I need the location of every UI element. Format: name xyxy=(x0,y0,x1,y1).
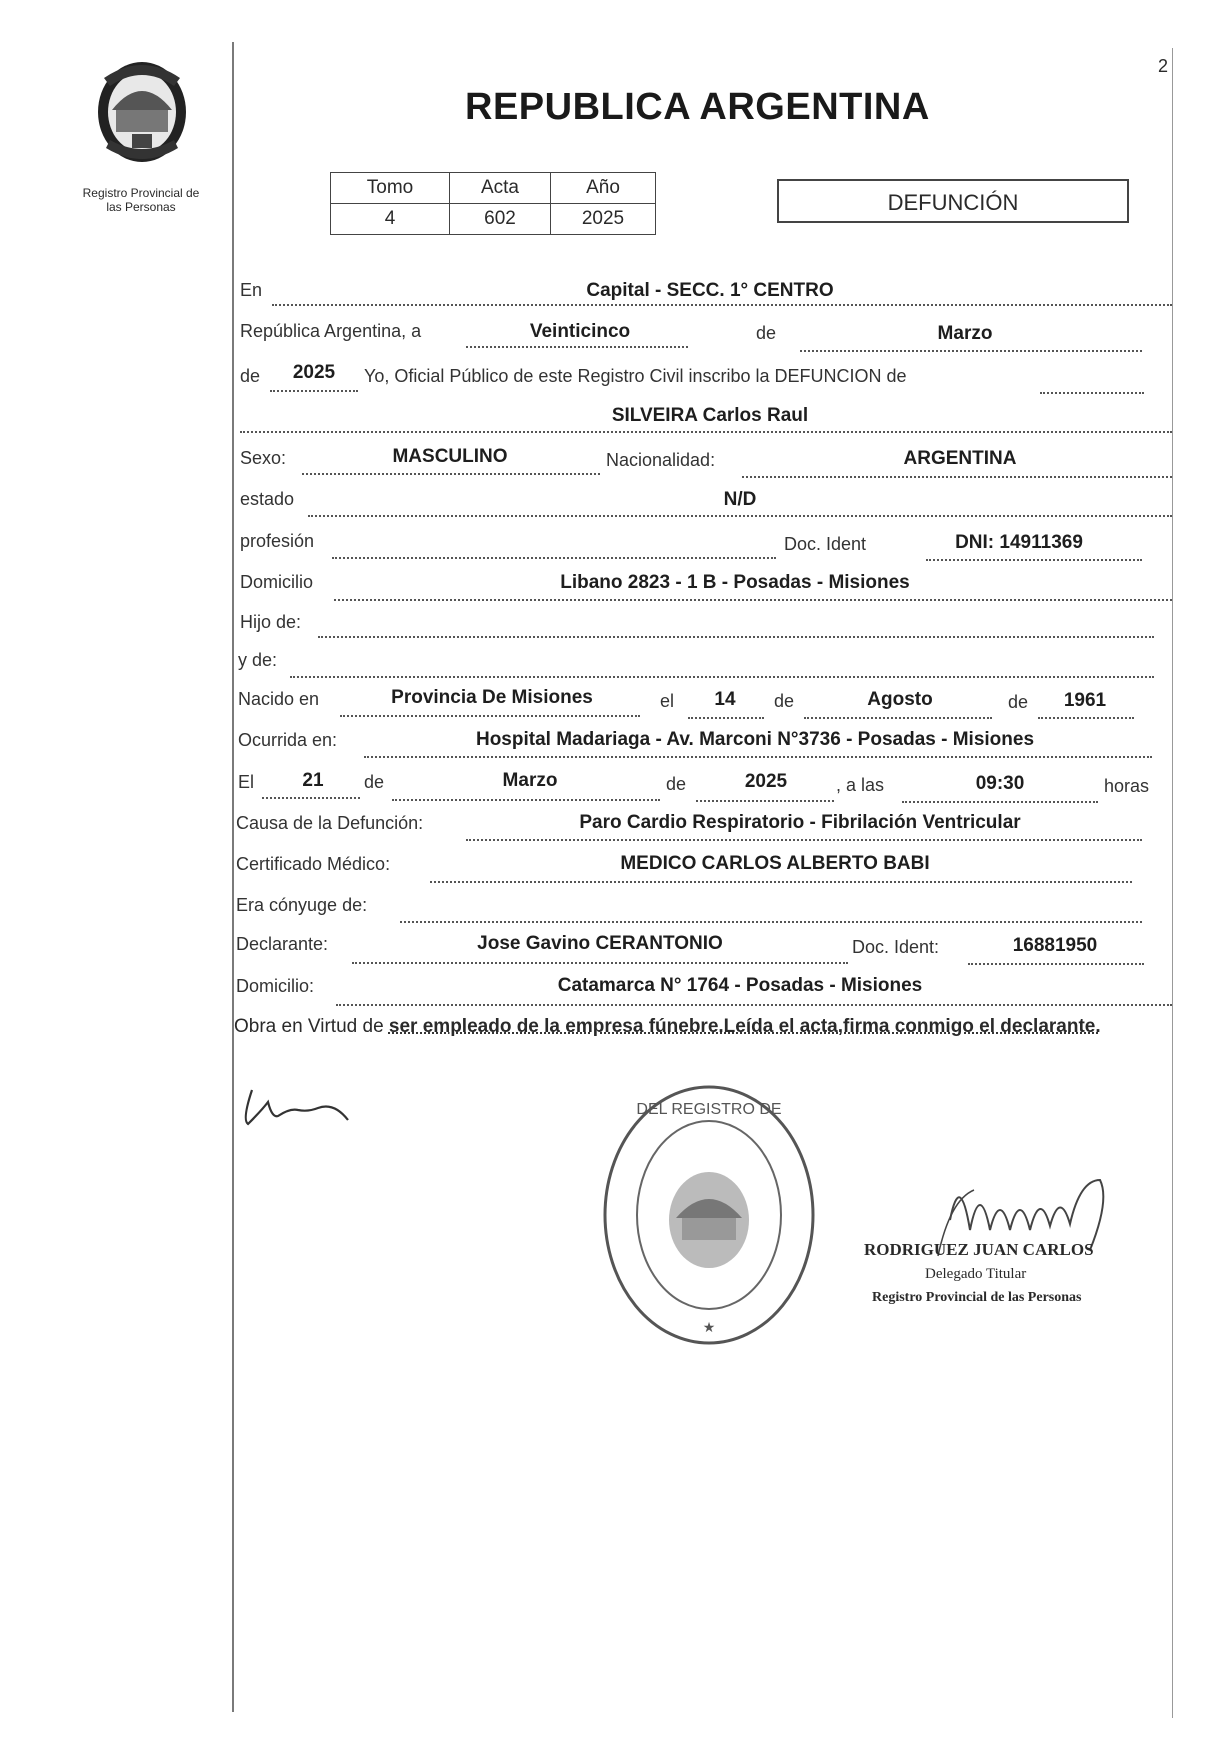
declarante-label: Declarante: xyxy=(236,934,329,954)
yde-label: y de: xyxy=(238,650,278,670)
ocurrida-value: Hospital Madariaga - Av. Marconi N°3736 - Posadas - Misiones xyxy=(475,729,1035,750)
conyuge-label: Era cónyuge de: xyxy=(236,895,368,915)
domicilio2-value: Catamarca N° 1764 - Posadas - Misiones xyxy=(557,975,923,996)
dotted-line xyxy=(302,473,600,475)
certificado-label: Certificado Médico: xyxy=(236,854,391,874)
acta-header: Acta xyxy=(450,173,551,204)
nac-mes: Agosto xyxy=(867,689,933,710)
sexo-label: Sexo: xyxy=(240,448,287,468)
doc2-label: Doc. Ident: xyxy=(852,937,940,957)
de-label: de xyxy=(774,691,795,711)
doc-value: DNI: 14911369 xyxy=(955,532,1083,553)
dotted-line xyxy=(332,557,776,559)
tomo-header: Tomo xyxy=(331,173,450,204)
official-name: RODRIGUEZ JUAN CARLOS xyxy=(864,1240,1094,1259)
dotted-line xyxy=(240,431,1172,433)
dotted-line xyxy=(696,800,834,802)
dotted-line xyxy=(926,559,1142,561)
page-title: REPUBLICA ARGENTINA xyxy=(465,86,930,128)
def-dia: 21 xyxy=(302,770,324,791)
anio-value: 2025 xyxy=(551,204,656,235)
domicilio2-label: Domicilio: xyxy=(236,976,315,996)
de-label: de xyxy=(756,323,777,343)
doc-label: Doc. Ident xyxy=(784,534,867,554)
dotted-line xyxy=(364,756,1152,758)
dotted-line xyxy=(800,350,1142,352)
declarante-value: Jose Gavino CERANTONIO xyxy=(477,933,723,954)
dotted-line xyxy=(466,839,1142,841)
dotted-line xyxy=(290,676,1154,678)
mes-texto: Marzo xyxy=(937,323,993,344)
dotted-line xyxy=(804,717,992,719)
page-number: 2 xyxy=(1158,56,1169,76)
logo-caption: Registro Provincial de las Personas xyxy=(82,186,200,214)
def-mes: Marzo xyxy=(502,770,558,791)
el-label: El xyxy=(238,772,255,792)
dotted-line xyxy=(902,801,1098,803)
causa-value: Paro Cardio Respiratorio - Fibrilación Ventricular xyxy=(579,812,1021,833)
declarante-signature xyxy=(238,1080,368,1130)
tomo-value: 4 xyxy=(331,204,450,235)
anio-header: Año xyxy=(551,173,656,204)
official-role: Delegado Titular xyxy=(925,1266,1027,1282)
record-table xyxy=(330,172,656,235)
dotted-line xyxy=(688,717,764,719)
profesion-label: profesión xyxy=(240,531,315,551)
republica-label: República Argentina, a xyxy=(240,321,422,341)
de-label: de xyxy=(666,774,687,794)
dotted-line xyxy=(1038,717,1134,719)
de-label: de xyxy=(240,366,261,386)
dotted-line xyxy=(340,715,640,717)
right-margin-line xyxy=(1172,48,1173,1718)
def-hora: 09:30 xyxy=(975,773,1025,794)
acta-value: 602 xyxy=(450,204,551,235)
nac-anio: 1961 xyxy=(1063,690,1107,711)
dotted-line xyxy=(742,476,1172,478)
certificado-value: MEDICO CARLOS ALBERTO BABI xyxy=(620,853,930,874)
nombre-difunto: SILVEIRA Carlos Raul xyxy=(611,405,809,426)
causa-label: Causa de la Defunción: xyxy=(236,813,424,833)
dotted-line xyxy=(336,1004,1172,1006)
nacido-lugar: Provincia De Misiones xyxy=(391,687,593,708)
official-organization: Registro Provincial de las Personas xyxy=(872,1290,1082,1305)
dotted-line xyxy=(968,963,1144,965)
obra-label: Obra en Virtud de xyxy=(234,1016,384,1037)
alas-label: , a las xyxy=(836,775,885,795)
dotted-line xyxy=(430,881,1132,883)
domicilio-label: Domicilio xyxy=(240,572,314,592)
dotted-line xyxy=(334,599,1172,601)
en-label: En xyxy=(240,280,263,300)
estado-label: estado xyxy=(240,489,295,509)
province-seal-logo xyxy=(84,52,200,168)
svg-text:DEL REGISTRO DE: DEL REGISTRO DE xyxy=(636,1101,782,1118)
de-label: de xyxy=(1008,692,1029,712)
hijo-label: Hijo de: xyxy=(240,612,302,632)
nacionalidad-label: Nacionalidad: xyxy=(606,450,716,470)
obra-paragraph xyxy=(234,1013,1166,1041)
dotted-line xyxy=(1040,392,1144,394)
official-stamp xyxy=(598,1080,820,1350)
ocurrida-label: Ocurrida en: xyxy=(238,730,338,750)
nacido-label: Nacido en xyxy=(238,689,320,709)
domicilio-value: Libano 2823 - 1 B - Posadas - Misiones xyxy=(560,572,910,593)
nac-dia: 14 xyxy=(714,689,736,710)
el-label: el xyxy=(660,691,675,711)
dotted-line xyxy=(392,799,660,801)
anio-texto: 2025 xyxy=(292,362,336,383)
de-label: de xyxy=(364,772,385,792)
left-margin-line xyxy=(232,42,234,1712)
oficial-text: Yo, Oficial Público de este Registro Civil inscribo la DEFUNCION de xyxy=(364,366,907,386)
en-value: Capital - SECC. 1° CENTRO xyxy=(586,280,834,301)
dotted-line xyxy=(272,304,1172,306)
dotted-line xyxy=(270,390,358,392)
obra-text: ser empleado de la empresa fúnebre.Leída el acta,firma conmigo el declarante. xyxy=(388,1016,1101,1037)
dotted-line xyxy=(308,515,1172,517)
nacionalidad-value: ARGENTINA xyxy=(903,448,1017,469)
svg-text:★: ★ xyxy=(702,1319,716,1335)
horas-label: horas xyxy=(1104,776,1150,796)
dia-texto: Veinticinco xyxy=(529,321,631,342)
estado-value: N/D xyxy=(723,489,757,510)
dotted-line xyxy=(262,797,360,799)
dotted-line xyxy=(352,962,848,964)
def-anio: 2025 xyxy=(744,771,788,792)
doc2-value: 16881950 xyxy=(1012,935,1098,956)
dotted-line xyxy=(318,636,1154,638)
sexo-value: MASCULINO xyxy=(392,446,508,467)
dotted-line xyxy=(400,921,1142,923)
record-type-box: DEFUNCIÓN xyxy=(777,179,1129,223)
dotted-line xyxy=(466,346,688,348)
